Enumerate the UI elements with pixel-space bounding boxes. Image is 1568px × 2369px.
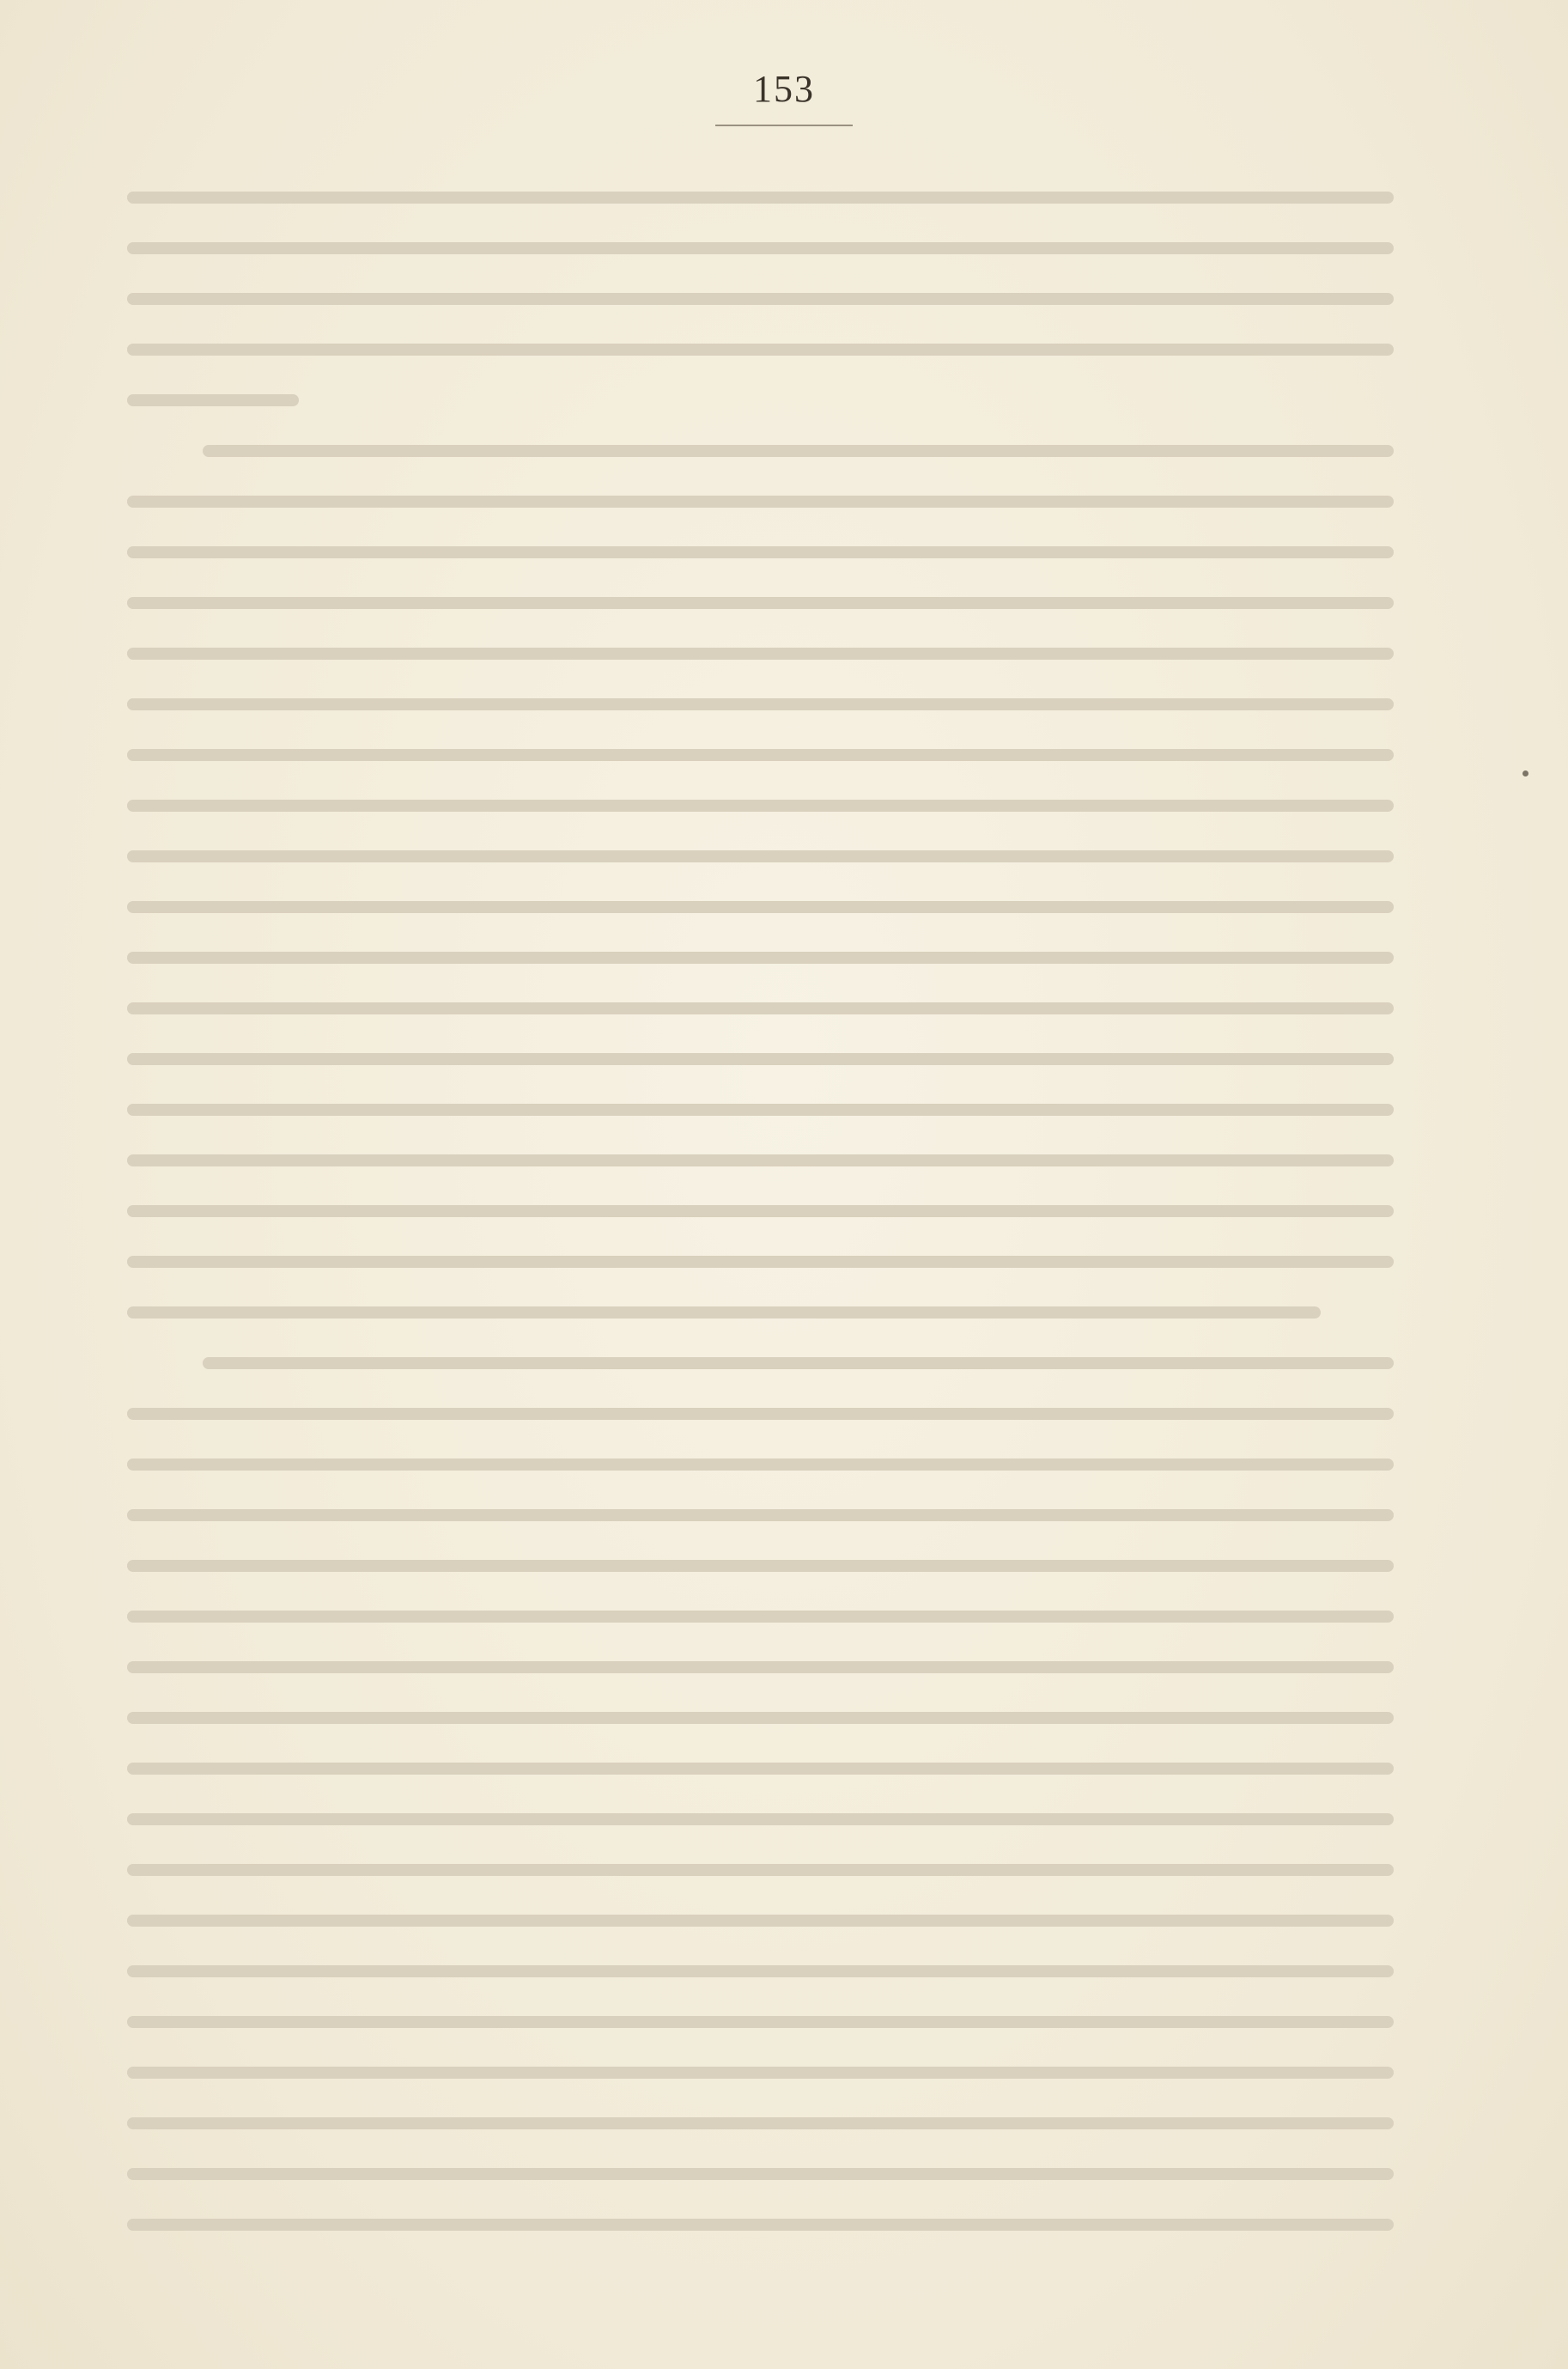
text-line	[127, 1033, 1394, 1084]
text-line	[127, 679, 1394, 729]
text-line	[127, 2098, 1394, 2148]
body-text	[127, 172, 1394, 2250]
text-line	[127, 1996, 1394, 2047]
text-line	[127, 1895, 1394, 1946]
text-line	[127, 1489, 1394, 1540]
text-line	[127, 375, 1394, 425]
text-line	[127, 324, 1394, 375]
text-line	[127, 1135, 1394, 1185]
text-line	[127, 881, 1394, 932]
text-line	[127, 1439, 1394, 1489]
text-line	[127, 1185, 1394, 1236]
text-line	[127, 729, 1394, 780]
page-number: 153	[753, 68, 815, 110]
text-line	[127, 527, 1394, 577]
text-line	[127, 1591, 1394, 1641]
text-line	[127, 1743, 1394, 1793]
text-line	[127, 628, 1394, 679]
text-line	[127, 1793, 1394, 1844]
text-line	[127, 222, 1394, 273]
text-line	[127, 2047, 1394, 2098]
text-line	[127, 983, 1394, 1033]
text-line	[127, 831, 1394, 881]
text-line	[127, 273, 1394, 324]
text-line	[127, 1692, 1394, 1743]
text-line	[127, 425, 1394, 476]
text-line	[127, 932, 1394, 983]
text-line	[127, 780, 1394, 831]
text-line	[127, 1287, 1394, 1337]
text-line	[127, 1084, 1394, 1135]
text-line	[127, 1946, 1394, 1996]
text-line	[127, 2199, 1394, 2250]
text-line	[127, 1236, 1394, 1287]
text-line	[127, 1641, 1394, 1692]
text-line	[127, 172, 1394, 222]
text-line	[127, 1388, 1394, 1439]
text-line	[127, 476, 1394, 527]
text-line	[127, 1844, 1394, 1895]
text-line	[127, 577, 1394, 628]
page-number-rule	[715, 125, 853, 126]
text-line	[127, 2148, 1394, 2199]
margin-dot	[1522, 770, 1528, 776]
text-line	[127, 1337, 1394, 1388]
text-line	[127, 1540, 1394, 1591]
